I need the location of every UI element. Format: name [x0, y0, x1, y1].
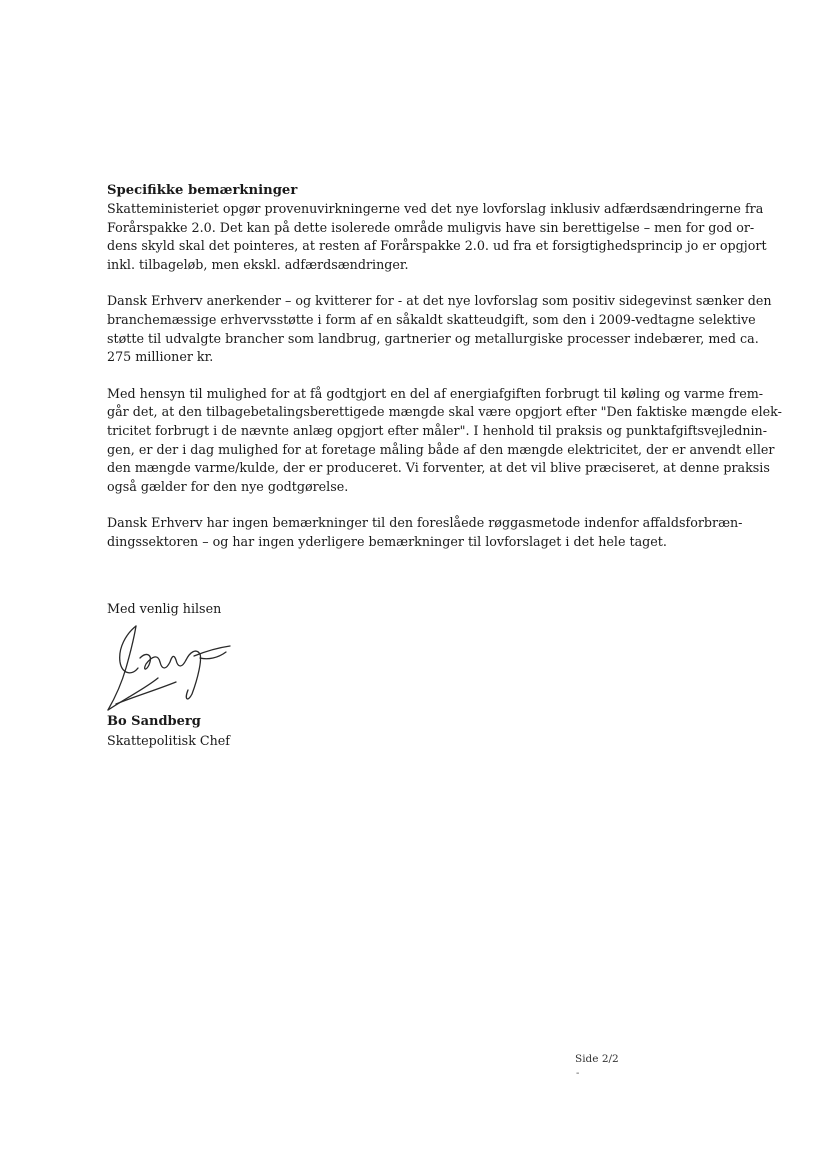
paragraph-1	[107, 200, 767, 274]
paragraph-2	[107, 292, 772, 366]
paragraph-line: branchemæssige erhvervsstøtte i form af en såkaldt skatteudgift, som den i 2009-vedtagne selektive	[107, 311, 756, 327]
paragraph-line: Dansk Erhverv anerkender – og kvitterer for - at det nye lovforslag som positiv sidegevinst sænker den	[107, 293, 772, 309]
section-heading: Specifikke bemærkninger	[107, 183, 298, 198]
signer-title: Skattepolitisk Chef	[107, 733, 230, 748]
paragraph-line: Skatteministeriet opgør provenuvirkningerne ved det nye lovforslag inklusiv adfærdsændringerne fra	[107, 201, 764, 216]
paragraph-line: går det, at den tilbagebetalingsberettigede mængde skal være opgjort efter "Den faktiske mængde elek-	[107, 404, 782, 420]
paragraph-line: 275 millioner kr.	[107, 349, 214, 365]
page-number: Side 2/2	[575, 1053, 619, 1065]
paragraph-4	[107, 514, 743, 551]
paragraph-line: også gælder for den nye godtgørelse.	[107, 478, 349, 494]
paragraph-spacer	[107, 496, 719, 514]
footer-mark: -	[576, 1068, 580, 1079]
paragraph-line: dens skyld skal det pointeres, at resten af Forårspakke 2.0. ud fra et forsigtighedsprincip jo er opgjort	[107, 238, 767, 254]
paragraph-line: tricitet forbrugt i de nævnte anlæg opgjort efter måler". I henhold til praksis og punktafgiftsvejlednin-	[107, 422, 768, 438]
document-body	[107, 182, 782, 552]
paragraph-line: støtte til udvalgte brancher som landbrug, gartnerier og metallurgiske processer indebærer, med ca.	[107, 330, 759, 346]
paragraph-spacer	[107, 367, 719, 385]
signer-name: Bo Sandberg	[107, 714, 201, 729]
paragraph-line: inkl. tilbageløb, men ekskl. adfærdsændringer.	[107, 256, 409, 272]
paragraph-line: gen, er der i dag mulighed for at foretage måling både af den mængde elektricitet, der er anvendt eller	[107, 441, 775, 457]
paragraph-line: den mængde varme/kulde, der er produceret. Vi forventer, at det vil blive præciseret, at denne praksis	[107, 460, 770, 476]
paragraph-line: Med hensyn til mulighed for at få godtgjort en del af energiafgiften forbrugt til køling og varme frem-	[107, 385, 764, 401]
closing-salutation: Med venlig hilsen	[107, 601, 222, 616]
paragraph-line: Dansk Erhverv har ingen bemærkninger til den foreslåede røggasmetode indenfor affaldsforbræn-	[107, 515, 743, 531]
handwritten-signature	[96, 618, 246, 714]
paragraph-spacer	[107, 274, 719, 292]
paragraph-line: Forårspakke 2.0. Det kan på dette isolerede område muligvis have sin berettigelse – men for god or-	[107, 219, 755, 235]
paragraph-line: dingssektoren – og har ingen yderligere bemærkninger til lovforslaget i det hele taget.	[107, 533, 667, 549]
paragraph-3	[107, 385, 782, 497]
